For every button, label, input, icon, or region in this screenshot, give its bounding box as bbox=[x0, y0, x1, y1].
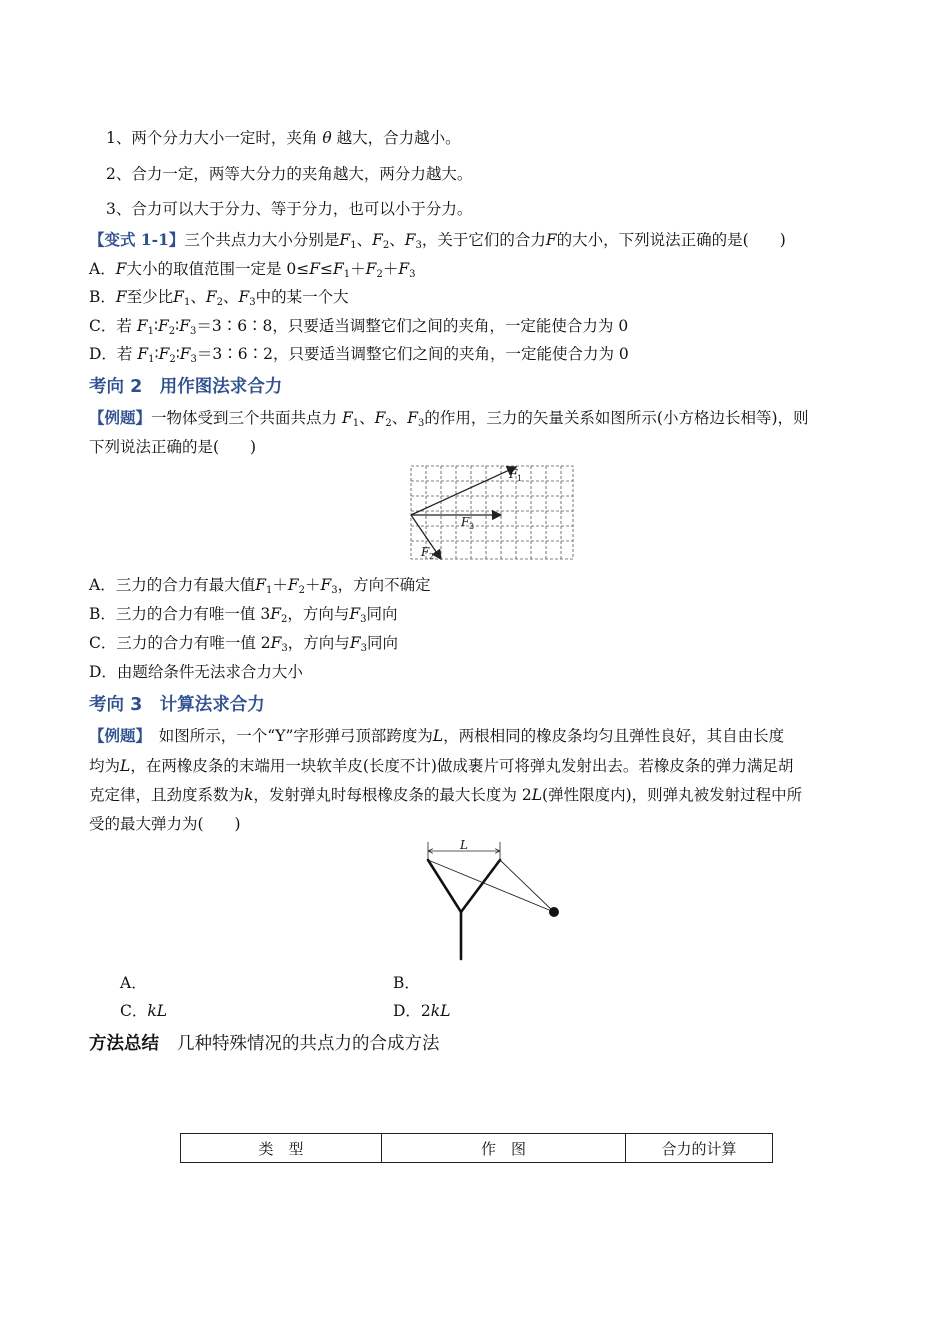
section-3-option-d: D．2kL bbox=[393, 1002, 451, 1020]
table-header-row bbox=[181, 1134, 773, 1163]
section-2-option-a: A．三力的合力有最大值$F_1+F_2+F_3$，方向不确定 bbox=[89, 576, 431, 596]
slingshot-right-arm bbox=[461, 860, 500, 912]
variant-question: 【变式 1-1】三个共点力大小分别是$F_1$、$F_2$、$F_3$，关于它们的合力F的大小，下列说法正确的是( ) bbox=[89, 230, 786, 251]
section-3-option-c: C．kL bbox=[120, 1002, 168, 1020]
synthesis-methods-table bbox=[180, 1133, 773, 1163]
f1-label: F bbox=[509, 467, 518, 481]
section-2-option-b: B．三力的合力有唯一值 $3F_2$，方向与$F_3$同向 bbox=[89, 605, 398, 625]
section-2-question-line2: 下列说法正确的是( ) bbox=[89, 438, 257, 456]
variant-option-c: C．若 $F_1∶F_2∶F_3=3∶6∶8$，只要适当调整它们之间的夹角，一定能使合力为 0 bbox=[89, 317, 629, 337]
rubber-band-left bbox=[428, 860, 554, 912]
table-header-type: 类 型 bbox=[181, 1134, 382, 1163]
rubber-band-right bbox=[500, 860, 554, 912]
slingshot-figure bbox=[420, 838, 565, 962]
method-summary: 方法总结 几种特殊情况的共点力的合成方法 bbox=[89, 1034, 440, 1054]
section-2-question: 【例题】一物体受到三个共面共点力 $F_1$、$F_2$、$F_3$的作用，三力的矢量关系如图所示(小方格边长相等)，则 bbox=[89, 408, 809, 429]
section-2-option-c: C．三力的合力有唯一值 $2F_3$，方向与$F_3$同向 bbox=[89, 634, 398, 654]
section-3-line-4: 受的最大弹力为( ) bbox=[89, 815, 241, 833]
section-3-heading: 考向 3 计算法求合力 bbox=[89, 695, 265, 715]
section-2-option-d: D．由题给条件无法求合力大小 bbox=[89, 663, 303, 681]
projectile-ball bbox=[549, 907, 559, 917]
section-3-option-b: B． bbox=[393, 974, 420, 992]
section-2-heading: 考向 2 用作图法求合力 bbox=[89, 377, 283, 397]
rule-3: 3、合力可以大于分力、等于分力，也可以小于分力。 bbox=[106, 200, 473, 218]
f2-label: F bbox=[421, 545, 430, 559]
table-header-calculation: 合力的计算 bbox=[626, 1134, 773, 1163]
f3-label: F bbox=[461, 515, 470, 529]
slingshot-left-arm bbox=[428, 860, 461, 912]
rule-2: 2、合力一定，两等大分力的夹角越大，两分力越大。 bbox=[106, 165, 473, 183]
f2-sub: 2 bbox=[429, 552, 435, 561]
table-header-diagram: 作 图 bbox=[382, 1134, 626, 1163]
vector-grid-figure bbox=[409, 464, 575, 562]
variant-option-a: A．F大小的取值范围一定是 $0\le F\le F_1+F_2+F_3$ bbox=[89, 260, 416, 280]
variant-option-b: B．F至少比$F_1$、$F_2$、$F_3$中的某一个大 bbox=[89, 288, 349, 308]
variant-option-d: D．若 $F_1∶F_2∶F_3=3∶6∶2$，只要适当调整它们之间的夹角，一定能使合力为 0 bbox=[89, 345, 629, 365]
span-label: L bbox=[460, 838, 468, 852]
section-3-line-2: 均为L，在两橡皮条的末端用一块软羊皮(长度不计)做成裹片可将弹丸发射出去。若橡皮条的弹力满足胡 bbox=[89, 757, 794, 775]
section-3-line-1: 【例题】 如图所示，一个“Y”字形弹弓顶部跨度为L，两根相同的橡皮条均匀且弹性良好，其自由长度 bbox=[89, 726, 785, 745]
f3-sub: 3 bbox=[469, 522, 475, 531]
section-3-option-a: A． bbox=[120, 974, 147, 992]
vector-f1-arrow bbox=[411, 467, 516, 515]
f1-sub: 1 bbox=[517, 474, 523, 483]
rule-1: 1、两个分力大小一定时，夹角 θ 越大，合力越小。 bbox=[106, 129, 461, 147]
section-3-line-3: 克定律，且劲度系数为k，发射弹丸时每根橡皮条的最大长度为 2L(弹性限度内)，则弹丸被发射过程中所 bbox=[89, 786, 803, 804]
